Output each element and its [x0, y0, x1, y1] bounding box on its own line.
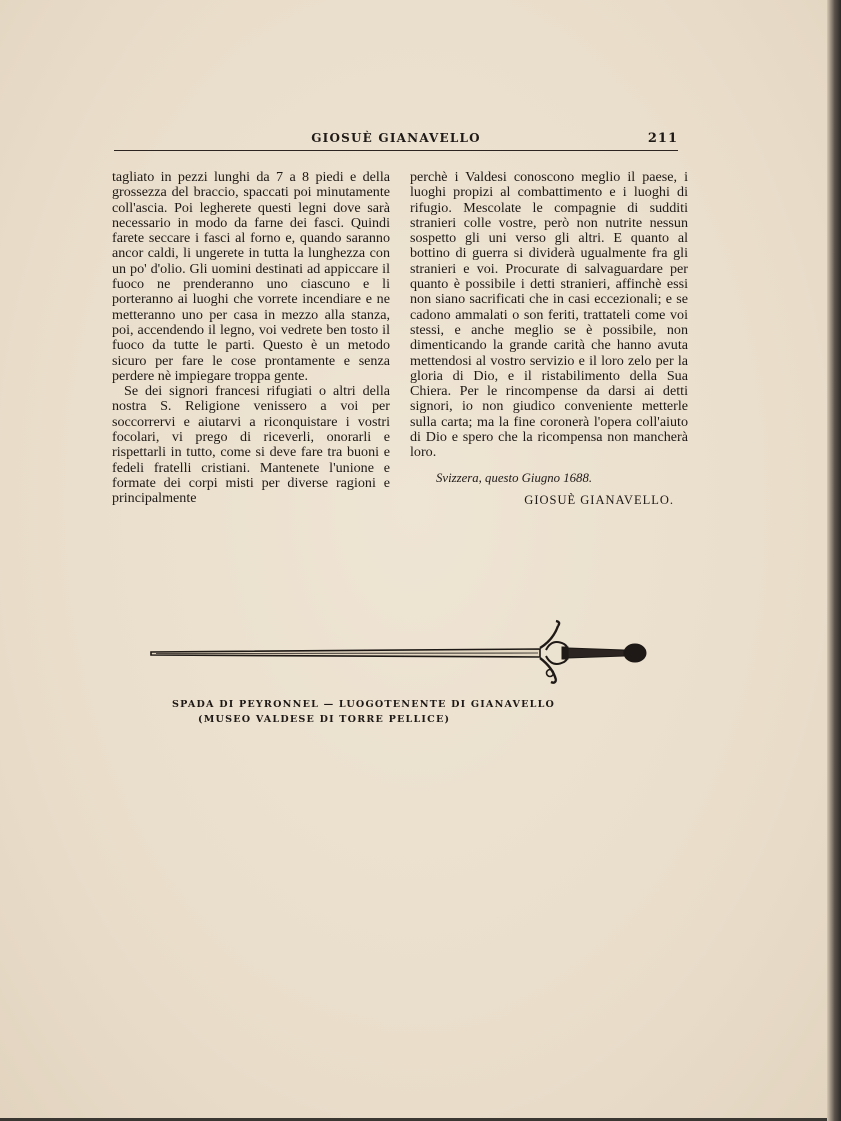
paragraph: Se dei signori francesi rifugiati o altri della nostra S. Religione venissero a voi per soccorrervi e aiutarvi a riconquistare i vostri focolari, vi prego di riceverli, onorarli e rispettarli in tutto, come si deve fare tra buoni e fedeli fratelli cristiani. Mantenete l'unione e formate dei corpi misti per diverse ragioni e principalmente [112, 383, 390, 507]
paragraph: perchè i Valdesi conoscono meglio il paese, i luoghi propizi al combattimento e i luoghi di rifugio. Mescolate le compagnie di sudditi stranieri colle vostre, però non nutrite nessun sospetto gli uni verso gli altri. E quanto al bottino di guerra si dividerà ugualmente fra gli stranieri e voi. Procurate di salvaguardare per quanto è possibile i detti stranieri, affinchè essi non siano sacrificati che in casi eccezionali; e se cadono ammalati o son feriti, trattateli come voi stessi, e anche meglio se è possibile, non dimenticando la grande carità che hanno avuta mettendosi al vostro servizio e il loro zelo per la gloria di Dio, e il ristabilimento della Sua Chiera. Per le rincompense da darsi ai detti signori, io non giudico conveniente metterle sulla carta; ma la fine coronerà l'opera coll'aiuto di Dio e spero che la ricompensa non mancherà loro. [410, 169, 688, 461]
page-number: 211 [647, 131, 678, 146]
caption-line: SPADA DI PEYRONNEL — LUOGOTENENTE DI GIANAVELLO [172, 699, 556, 710]
right-column [410, 170, 688, 508]
sword-illustration [148, 618, 652, 684]
caption-line: (MUSEO VALDESE DI TORRE PELLICE) [198, 714, 451, 725]
page-header [114, 128, 678, 151]
book-edge [827, 0, 841, 1121]
dateline: Svizzera, questo Giugno 1688. [436, 470, 593, 485]
signature: GIOSUÈ GIANAVELLO. [524, 492, 674, 507]
left-column [112, 170, 390, 507]
paragraph: tagliato in pezzi lunghi da 7 a 8 piedi e della grossezza del braccio, spaccati poi minutamente coll'ascia. Poi legherete questi legni dove sarà necessario in modo da farne dei fasci. Quindi farete seccare i fasci al forno e, quando saranno ancor caldi, li ungerete in tutta la lunghezza con un po' d'olio. Gli uomini destinati ad appiccare il fuoco ne prenderanno uno ciascuno e li porteranno ai luoghi che vorrete incendiare e ne metteranno uno per casa in mezzo alla stanza, poi, accendendo il legno, voi vedrete ben tosto il fuoco da tutte le parti. Questo è un metodo sicuro per fare le cose prontamente e senza perdere nè impiegare troppa gente. [112, 169, 390, 384]
running-title: GIOSUÈ GIANAVELLO [311, 131, 481, 145]
figure-caption [172, 697, 555, 727]
